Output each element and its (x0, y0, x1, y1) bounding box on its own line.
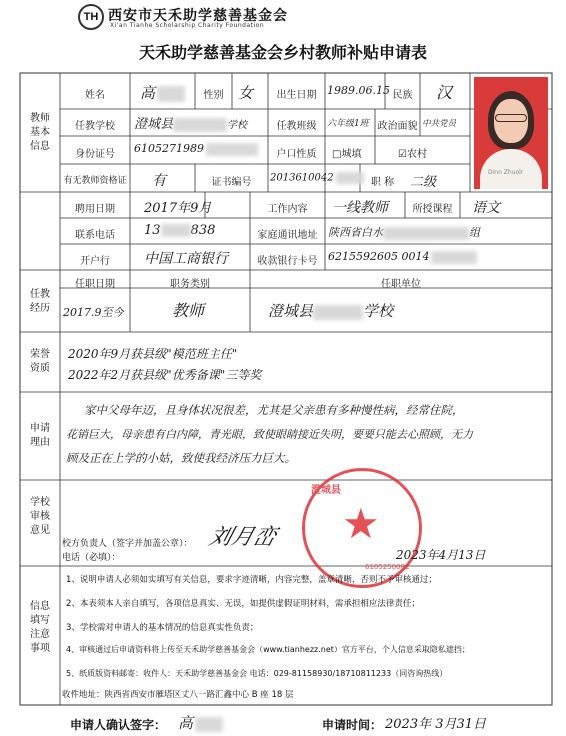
school-redaction (173, 118, 227, 132)
title-label: 职 称 (370, 177, 395, 188)
reason-line-3: 顾及正在上学的小姑，致使我经济压力巨大。 (66, 451, 296, 465)
school-suffix: 学校 (227, 120, 248, 131)
note-4: 4、审核通过后申请资料将上传至天禾助学慈善基金会（www.tianhezz.net）官方平台，个人信息采取隐私遮挡； (66, 645, 470, 654)
work-value: 一线教师 (332, 200, 388, 216)
form-title: 天禾助学慈善基金会乡村教师补贴申请表 (138, 43, 427, 62)
name-redaction (157, 86, 185, 102)
name-value (140, 82, 185, 103)
card-label: 收款银行卡号 (257, 256, 318, 267)
honor-line-1: 2020年9月获县级"模范班主任" (68, 347, 238, 361)
history-unit-value (268, 300, 393, 321)
section-honors-label: 荣誉资质 (30, 349, 50, 374)
cert-no-label: 证书编号 (211, 177, 252, 188)
unit-redaction (313, 305, 363, 320)
confirm-text: 高 (178, 714, 194, 732)
cert-no-text: 2013610042 (270, 172, 334, 184)
section-honors (22, 348, 58, 376)
section-history (22, 288, 58, 316)
history-unit-label: 任职单位 (381, 279, 421, 290)
note-address: 收件地址：陕西省西安市雁塔区丈八一路汇鑫中心 B 座 18 层 (62, 690, 294, 700)
address-a: 陕西省白水 (328, 226, 383, 239)
section-history-label: 任教经历 (30, 289, 50, 314)
confirm-label: 申请人确认签字： (70, 718, 167, 732)
phone-a: 13 (144, 223, 161, 238)
section-reason-label: 申请理由 (30, 423, 50, 448)
address-value (328, 224, 480, 240)
official-stamp (302, 468, 422, 588)
bank-label: 开户行 (80, 256, 110, 267)
unit-b: 学校 (363, 302, 394, 320)
note-5: 5、纸质版资料邮寄：收件人：天禾助学慈善基金会 电话：029-81158930/18710811233（同咨询热线） (66, 669, 448, 678)
card-value (328, 250, 477, 264)
phone-value (144, 223, 215, 238)
history-date-value: 2017.9至今 (63, 306, 124, 319)
org-name: 西安市天禾助学慈善基金会 (108, 8, 288, 24)
address-redaction (383, 227, 469, 240)
phone-label: 联系电话 (75, 230, 115, 241)
history-date-label: 任职日期 (75, 279, 115, 290)
school-label: 任教学校 (75, 121, 115, 132)
title-value: 二级 (410, 175, 437, 190)
hukou-urban[interactable]: □城填 (332, 149, 362, 160)
history-role-label: 职务类别 (170, 279, 210, 290)
note-2: 2、本表须本人亲自填写，各项信息真实、无误，如提供虚假证明材料，需承担相应法律责任； (66, 599, 420, 609)
principal-label: 校方负责人（签字并加盖公章）： (62, 539, 193, 549)
section-review-label: 学校审核意见 (30, 497, 50, 536)
gender-value: 女 (238, 84, 254, 102)
section-review (22, 496, 58, 538)
phone-b: 838 (190, 223, 216, 238)
confirm-redaction (195, 717, 223, 732)
id-value (134, 142, 258, 156)
reason-line-1: 家中父母年迈，且身体状况很差，尤其是父亲患有多种慢性病，经常住院， (84, 403, 464, 417)
review-date: 2023年4月13日 (396, 548, 486, 562)
history-role-value: 教师 (172, 301, 205, 320)
note-1: 1、说明申请人必须如实填写有关信息，要求字迹清晰，内容完整，盖章清晰，否则不予审核通过； (66, 575, 437, 585)
stamp-name: 澄城县 (311, 485, 341, 496)
section-reason (22, 422, 58, 450)
stamp-star-icon: ★ (342, 499, 380, 548)
principal-signature: 刘月峦 (206, 525, 279, 550)
politics-value: 中共党员 (422, 119, 457, 129)
cert-label: 有无教师资格证 (63, 176, 127, 186)
birth-value: 1989.06.15 (327, 84, 390, 97)
section-notes-label: 信息填写注意事项 (30, 601, 50, 654)
confirm-value (178, 712, 223, 733)
logo-mark: TH (83, 11, 99, 23)
ethnicity-value: 汉 (436, 83, 453, 102)
cert-value: 有 (152, 173, 166, 189)
section-notes (22, 600, 58, 656)
gender-label: 性别 (203, 90, 224, 101)
honor-line-2: 2022年2月获县级"优秀备课"三等奖 (68, 368, 262, 382)
politics-label: 政治面貌 (377, 121, 418, 132)
hukou-label: 户口性质 (276, 149, 317, 160)
school-value (134, 113, 247, 132)
phone-redaction (161, 224, 191, 237)
school-prefix: 澄城县 (134, 117, 174, 132)
unit-a: 澄城县 (268, 302, 314, 320)
org-name-en: Xi'an Tianhe Scholarship Charity Foundation (110, 22, 265, 29)
hire-label: 聘用日期 (75, 204, 115, 215)
apply-date-label: 申请时间： (322, 718, 383, 732)
reason-line-2: 花销巨大，母亲患有白内障，青光眼，致使眼睛接近失明，要要只能去心照顾，无力 (66, 428, 473, 441)
photo-caption: Dinn Zhuolr (488, 169, 524, 176)
stamp-number: 6105250082 (365, 563, 410, 571)
name-value-text: 高 (140, 84, 156, 102)
class-value: 六年级1班 (327, 119, 369, 129)
birth-label: 出生日期 (276, 90, 317, 101)
card-text: 6215592605 0014 (328, 250, 430, 263)
subject-label: 所授课程 (412, 204, 453, 215)
subject-value: 语文 (472, 200, 500, 216)
hukou-rural[interactable]: ☑农村 (398, 149, 427, 160)
id-value-text: 6105271989 (134, 142, 204, 155)
id-redaction (206, 143, 258, 156)
ethnicity-label: 民族 (392, 90, 413, 101)
photo-glasses (495, 114, 527, 122)
section-teacher-label: 教师基本信息 (30, 113, 50, 152)
address-b: 组 (469, 226, 480, 239)
section-teacher (22, 112, 58, 154)
apply-date-value: 2023年 3月31日 (385, 717, 487, 732)
address-label: 家庭通讯地址 (257, 230, 318, 241)
hire-value: 2017年9月 (144, 201, 212, 216)
card-redaction (431, 251, 477, 264)
id-label: 身份证号 (75, 149, 115, 160)
note-3: 3、学校需对申请人的基本情况的信息真实性负责； (66, 623, 259, 633)
review-phone-label: 电话（必填）： (62, 553, 121, 563)
bank-value: 中国工商银行 (144, 251, 228, 267)
cert-no-value (270, 172, 364, 184)
work-label: 工作内容 (267, 204, 308, 215)
name-label: 姓名 (85, 90, 105, 101)
class-label: 任教班级 (276, 121, 317, 132)
applicant-photo (474, 77, 548, 189)
